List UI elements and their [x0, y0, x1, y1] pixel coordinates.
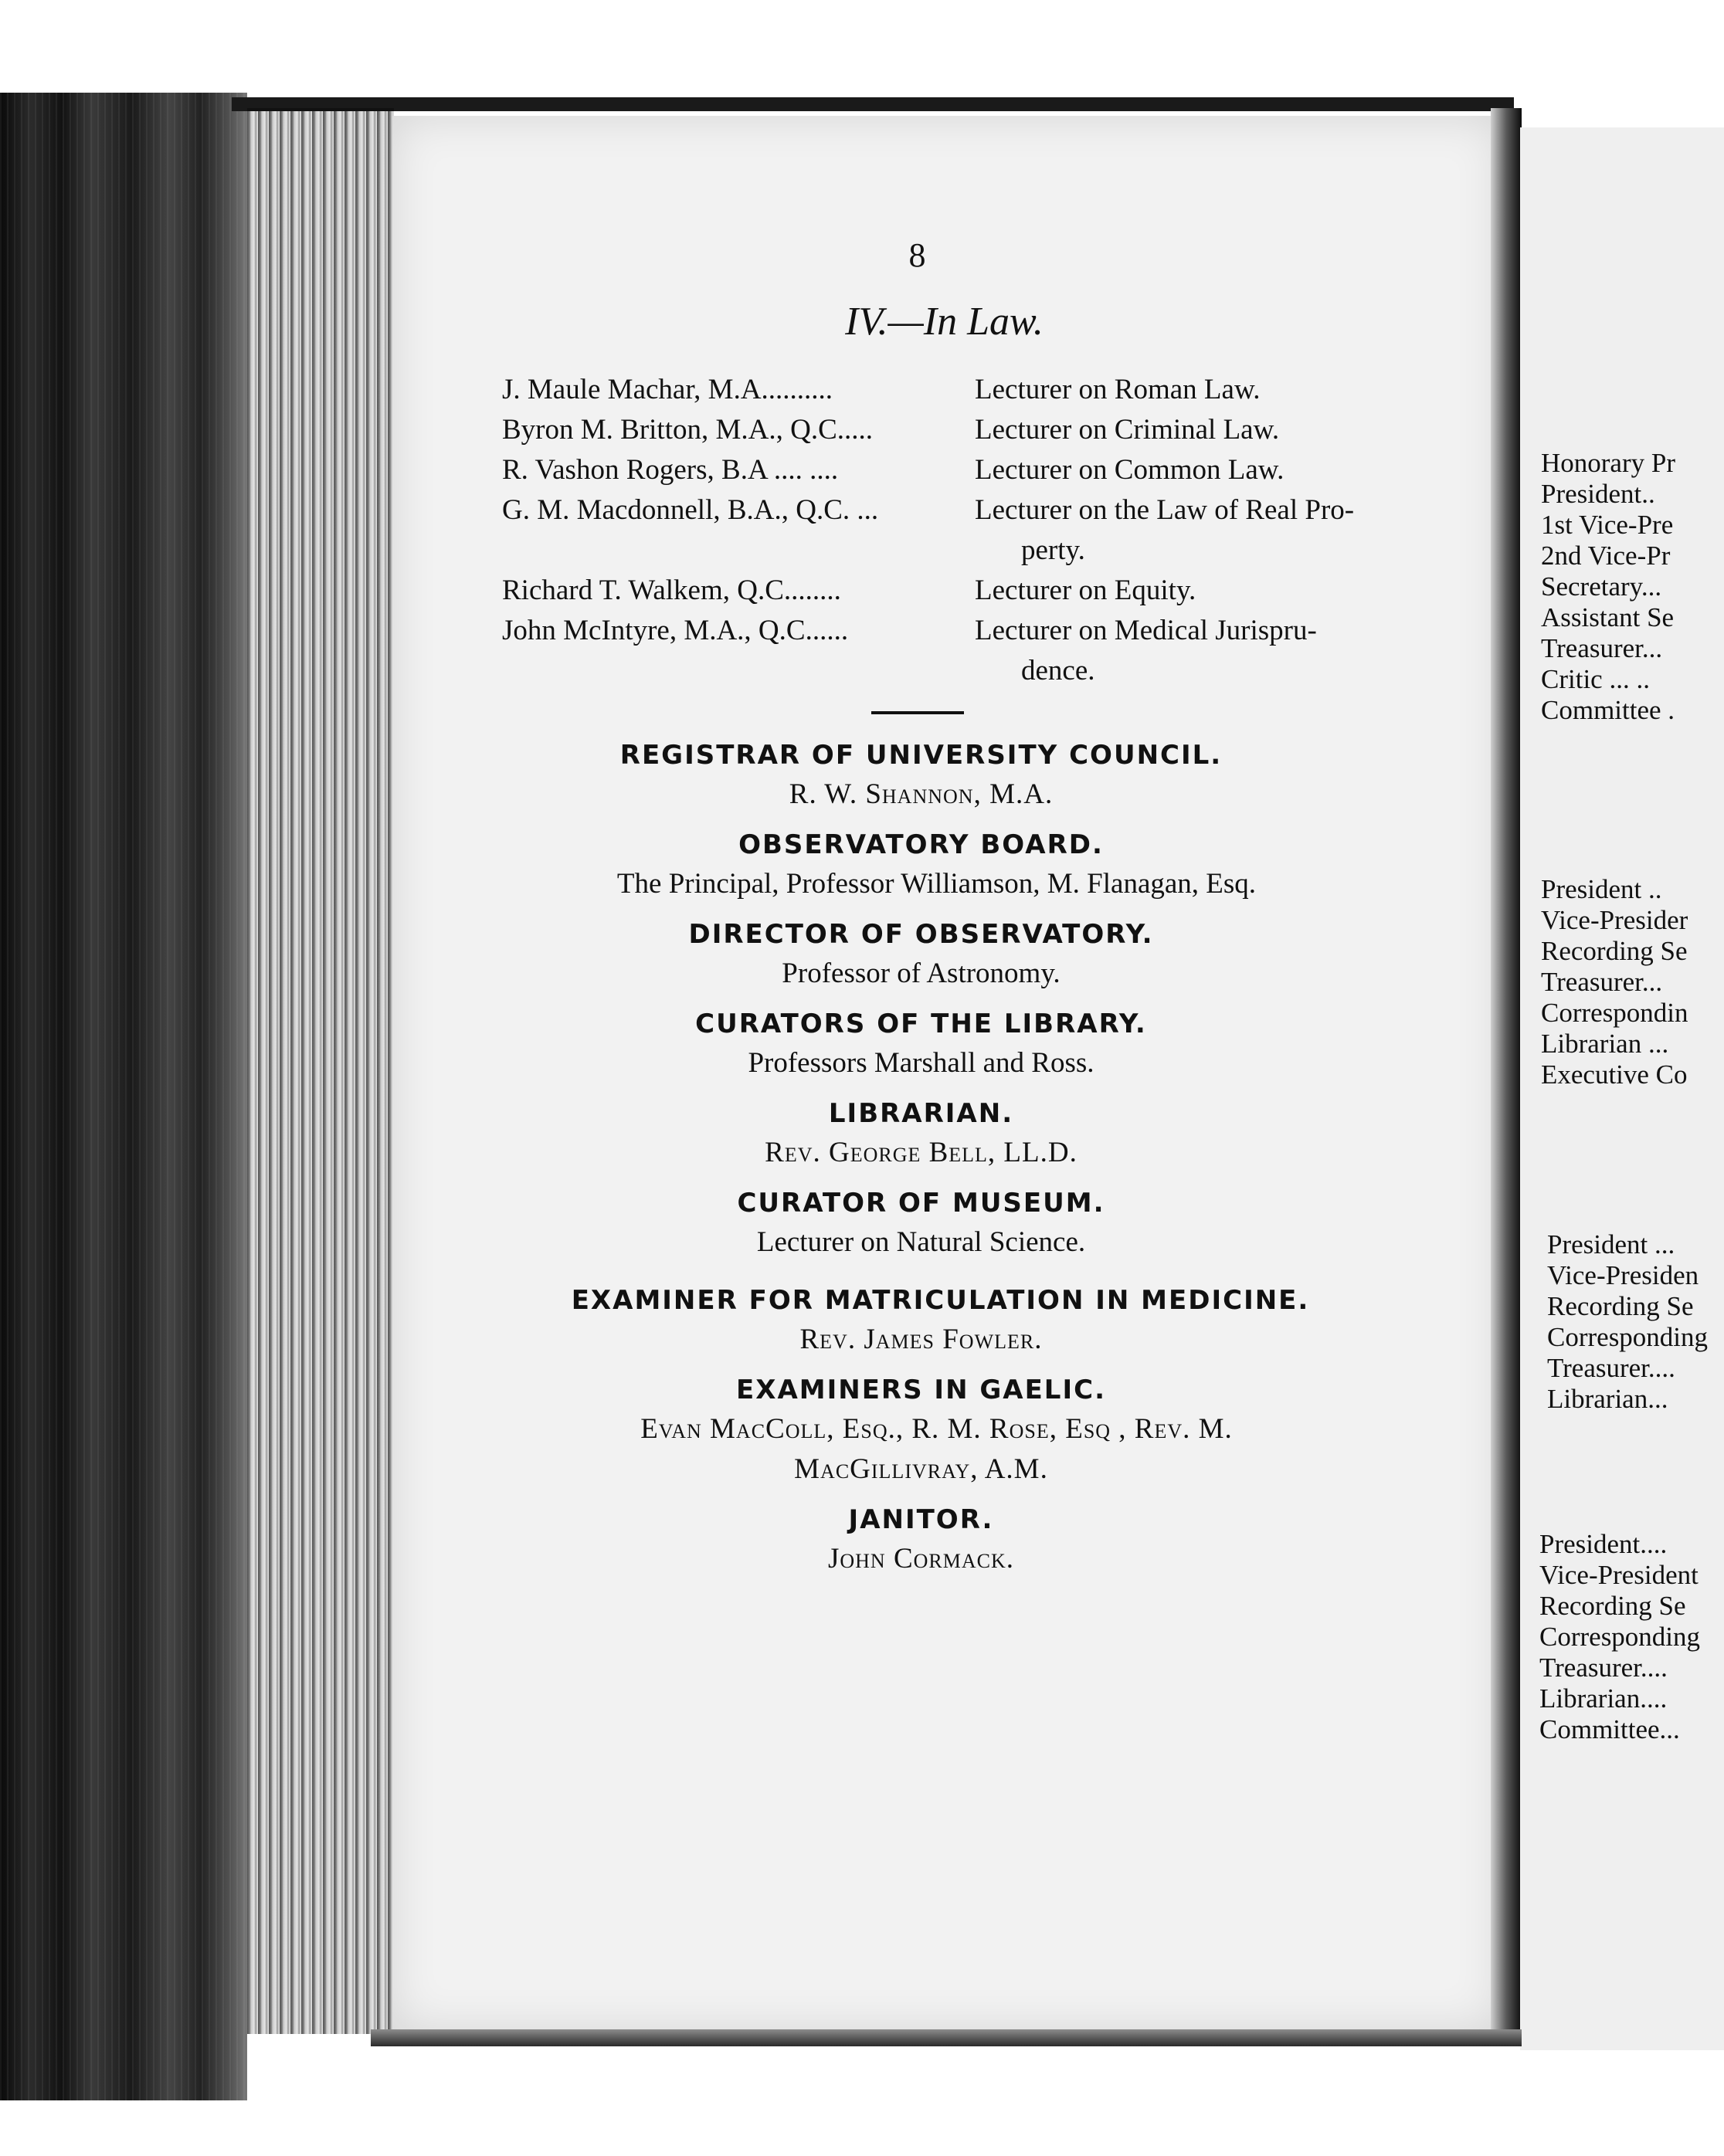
examiners-gaelic-heading: EXAMINERS IN GAELIC.	[736, 1375, 1106, 1405]
right-list-item: Treasurer....	[1539, 1653, 1668, 1683]
lecturer-name: Richard T. Walkem, Q.C........	[502, 575, 841, 606]
right-list-item: Critic ... ..	[1541, 664, 1650, 694]
director-observatory-value: Professor of Astronomy.	[782, 958, 1061, 989]
right-list-item: Vice-President	[1539, 1560, 1699, 1590]
lecturer-name: G. M. Macdonnell, B.A., Q.C. ...	[502, 494, 879, 526]
right-list-item: Committee...	[1539, 1714, 1680, 1744]
lecturer-role	[975, 611, 1471, 691]
right-list-item: Assistant Se	[1541, 602, 1675, 632]
right-list-item: Recording Se	[1541, 936, 1688, 966]
right-list-item: Treasurer...	[1541, 967, 1663, 997]
page-number: 8	[908, 236, 926, 274]
right-list-item: Corresponding	[1539, 1622, 1701, 1652]
right-list-item: President ..	[1541, 874, 1662, 904]
right-page-officer-list-3	[1547, 1229, 1724, 1415]
observatory-board-members: The Principal, Professor Williamson, M. Flanagan, Esq.	[616, 868, 1257, 900]
right-page-officer-list-4	[1539, 1529, 1722, 1745]
right-list-item: Committee .	[1541, 695, 1675, 725]
right-list-item: President....	[1539, 1529, 1668, 1559]
page-text	[502, 236, 1471, 1579]
right-page-officer-list-1	[1541, 448, 1724, 726]
right-list-item: Honorary Pr	[1541, 448, 1675, 478]
observatory-board-heading: OBSERVATORY BOARD.	[738, 829, 1104, 860]
examiners-gaelic-line2: MacGillivray, A.M.	[794, 1453, 1048, 1485]
section-title: IV.—In Law.	[845, 300, 1044, 344]
lecturer-role-continued: perty.	[1021, 534, 1085, 566]
curators-library-value: Professors Marshall and Ross.	[748, 1047, 1094, 1079]
law-lecturer-row	[502, 410, 1471, 450]
right-list-item: President ...	[1547, 1229, 1675, 1259]
janitor-name: John Cormack.	[827, 1543, 1015, 1575]
librarian-heading: LIBRARIAN.	[828, 1098, 1014, 1129]
page-bottom-shadow	[371, 2029, 1522, 2046]
right-list-item: Treasurer....	[1547, 1353, 1675, 1383]
section-divider	[871, 711, 964, 714]
book-edge-texture	[0, 93, 247, 2100]
lecturer-role-text: Lecturer on Medical Jurispru-	[975, 615, 1317, 646]
law-lecturer-row	[502, 370, 1471, 410]
lecturer-role-text: Lecturer on the Law of Real Pro-	[975, 494, 1355, 526]
curator-museum-value: Lecturer on Natural Science.	[756, 1226, 1086, 1258]
lecturer-role	[975, 490, 1471, 571]
examiner-matriculation-heading: EXAMINER FOR MATRICULATION IN MEDICINE.	[571, 1285, 1310, 1316]
examiner-matriculation-name: Rev. James Fowler.	[799, 1324, 1043, 1355]
registrar-name: R. W. Shannon, M.A.	[789, 778, 1054, 810]
lecturer-role-text: Lecturer on Roman Law.	[975, 374, 1261, 405]
curator-museum-heading: CURATOR OF MUSEUM.	[737, 1188, 1105, 1219]
law-lecturer-row	[502, 450, 1471, 490]
curators-library-heading: CURATORS OF THE LIBRARY.	[695, 1009, 1147, 1039]
lecturer-role-text: Lecturer on Criminal Law.	[975, 414, 1280, 446]
right-list-item: Recording Se	[1547, 1291, 1694, 1321]
examiners-gaelic-line1: Evan MacColl, Esq., R. M. Rose, Esq , Rev. M.	[640, 1413, 1233, 1445]
right-list-item: Treasurer...	[1541, 633, 1663, 663]
right-list-item: Corresponding	[1547, 1322, 1709, 1352]
law-lecturer-list	[502, 370, 1471, 691]
page-stack-edge	[247, 108, 394, 2034]
lecturer-role-continued: dence.	[1021, 655, 1095, 686]
right-list-item: Recording Se	[1539, 1591, 1686, 1621]
lecturer-name: J. Maule Machar, M.A..........	[502, 374, 833, 405]
lecturer-name: R. Vashon Rogers, B.A .... ....	[502, 454, 839, 486]
right-list-item: Librarian....	[1539, 1683, 1668, 1714]
lecturer-role	[975, 450, 1471, 490]
registrar-heading: REGISTRAR OF UNIVERSITY COUNCIL.	[619, 740, 1223, 771]
lecturer-role	[975, 410, 1471, 450]
right-list-item: President..	[1541, 479, 1655, 509]
right-list-item: Secretary...	[1541, 571, 1662, 602]
law-lecturer-row	[502, 490, 1471, 571]
lecturer-role-text: Lecturer on Common Law.	[975, 454, 1285, 486]
librarian-name: Rev. George Bell, LL.D.	[765, 1137, 1078, 1168]
lecturer-name: John McIntyre, M.A., Q.C......	[502, 615, 849, 646]
right-list-item: Librarian...	[1547, 1384, 1668, 1414]
lecturer-role	[975, 571, 1471, 611]
right-list-item: Correspondin	[1541, 998, 1688, 1028]
law-lecturer-row	[502, 571, 1471, 611]
lecturer-role-text: Lecturer on Equity.	[975, 575, 1196, 606]
director-observatory-heading: DIRECTOR OF OBSERVATORY.	[688, 919, 1154, 950]
right-list-item: 2nd Vice-Pr	[1541, 541, 1671, 571]
right-list-item: Vice-Presider	[1541, 905, 1688, 935]
lecturer-role	[975, 370, 1471, 410]
right-list-item: Librarian ...	[1541, 1029, 1669, 1059]
book-gutter	[1491, 108, 1522, 2039]
right-list-item: Vice-Presiden	[1547, 1260, 1699, 1290]
lecturer-name: Byron M. Britton, M.A., Q.C.....	[502, 414, 874, 446]
law-lecturer-row	[502, 611, 1471, 691]
right-page-officer-list-2	[1541, 874, 1724, 1090]
book-top-edge	[232, 97, 1514, 111]
right-list-item: Executive Co	[1541, 1059, 1688, 1090]
right-list-item: 1st Vice-Pre	[1541, 510, 1674, 540]
janitor-heading: JANITOR.	[848, 1504, 994, 1535]
